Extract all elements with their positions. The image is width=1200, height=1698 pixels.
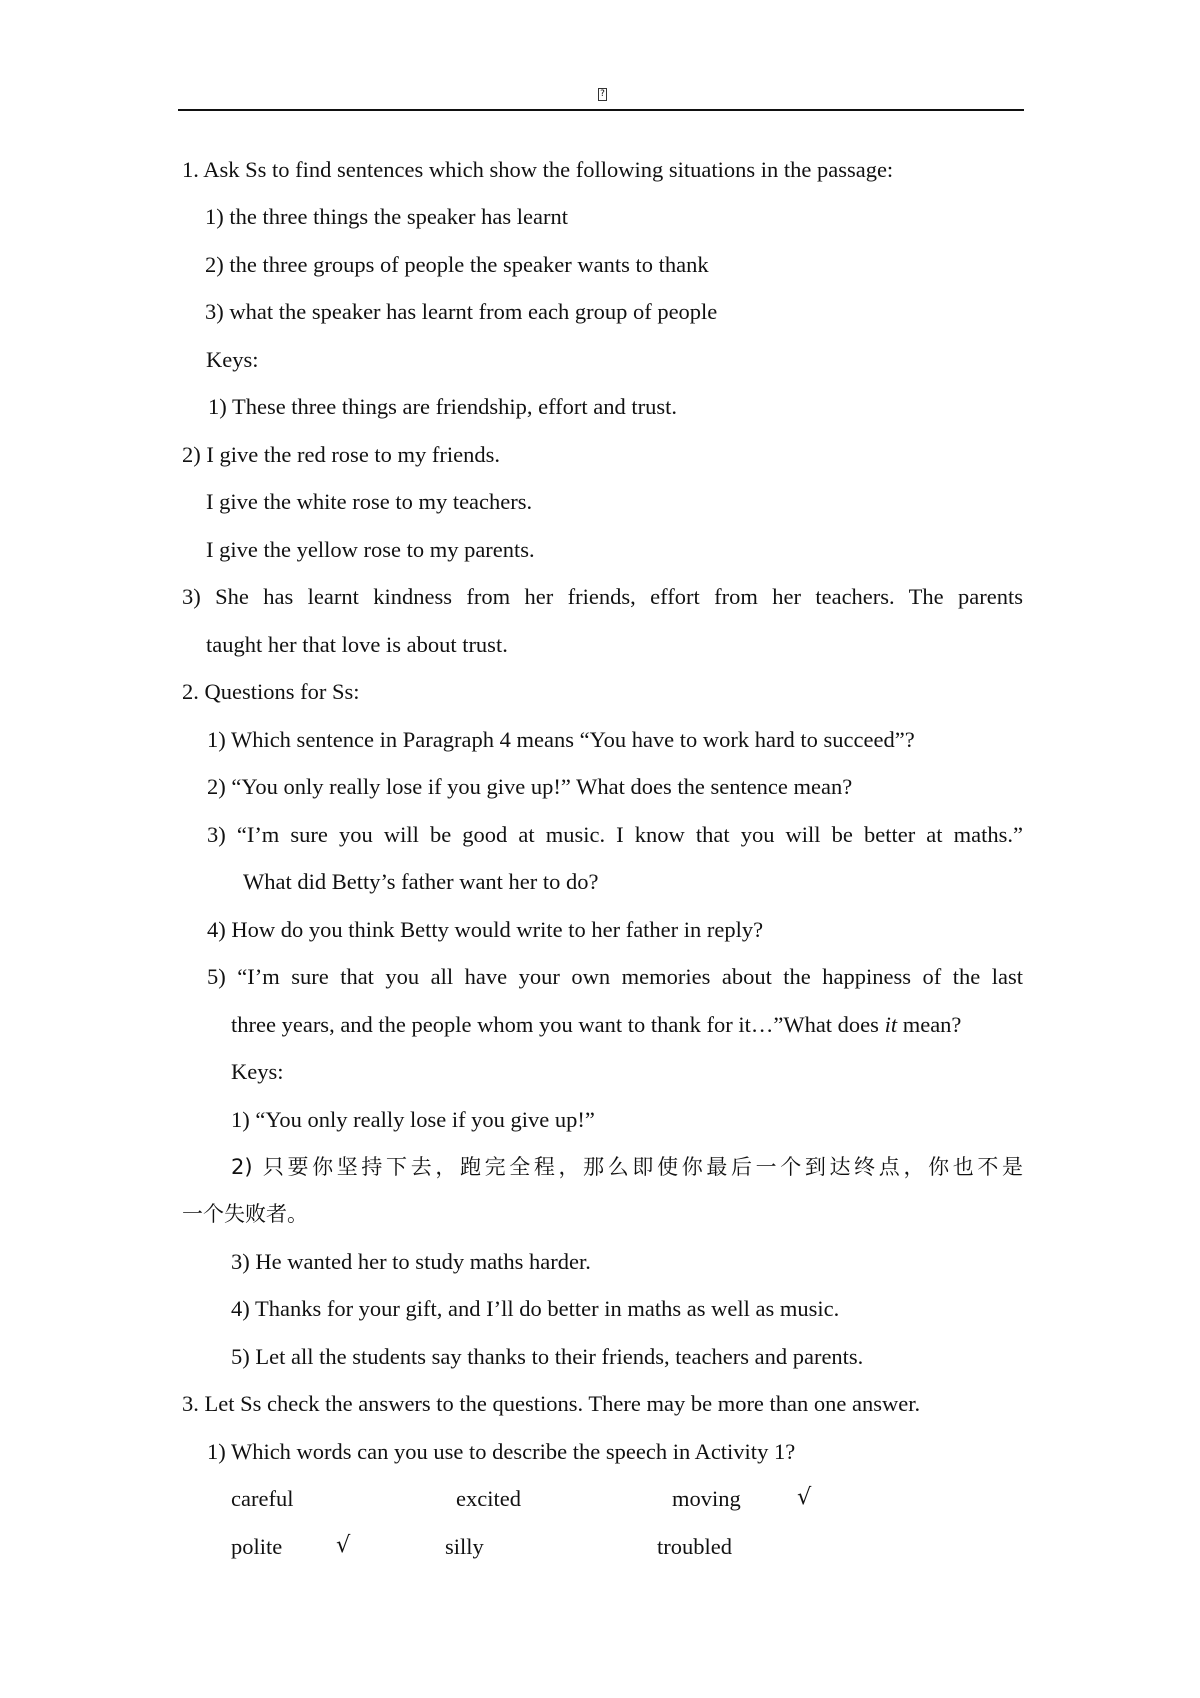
question-line: 2) “You only really lose if you give up!” What does the sentence mean?: [207, 774, 853, 799]
question-text: mean?: [902, 1012, 962, 1037]
key-line-chinese: 2) 只要你坚持下去，跑完全程，那么即使你最后一个到达终点，你也不是: [231, 1155, 1023, 1179]
key-line-chinese: 一个失败者。: [182, 1202, 308, 1226]
key-line: 2) I give the red rose to my friends.: [182, 442, 501, 467]
situation-item: 2) the three groups of people the speaker wants to thank: [205, 252, 709, 277]
question-line: 3) “I’m sure you will be good at music. I know that you will be better at maths.”: [207, 822, 1023, 847]
question-line: 4) How do you think Betty would write to her father in reply?: [207, 917, 764, 942]
header-mark: ?: [598, 88, 607, 101]
option-moving: moving: [672, 1486, 741, 1511]
question-line: 1) Which sentence in Paragraph 4 means “You have to work hard to succeed”?: [207, 727, 915, 752]
italic-word: it: [884, 1012, 898, 1037]
header-rule: [178, 109, 1024, 111]
key-line: 5) Let all the students say thanks to their friends, teachers and parents.: [231, 1344, 864, 1369]
check-mark-moving: √: [797, 1484, 812, 1510]
question-line: 5) “I’m sure that you all have your own memories about the happiness of the last: [207, 964, 1023, 989]
key-line: 3) He wanted her to study maths harder.: [231, 1249, 591, 1274]
key-line: I give the yellow rose to my parents.: [206, 537, 535, 562]
key-line: 1) These three things are friendship, effort and trust.: [208, 394, 678, 419]
option-troubled: troubled: [657, 1534, 732, 1559]
key-line: taught her that love is about trust.: [206, 632, 508, 657]
option-polite: polite: [231, 1534, 283, 1559]
situation-item: 3) what the speaker has learnt from each group of people: [205, 299, 718, 324]
section-2-intro: 2. Questions for Ss:: [182, 679, 360, 704]
check-mark-polite: √: [336, 1532, 351, 1558]
option-careful: careful: [231, 1486, 294, 1511]
situation-item: 1) the three things the speaker has learnt: [205, 204, 568, 229]
option-silly: silly: [445, 1534, 484, 1559]
section-1-intro: 1. Ask Ss to find sentences which show the following situations in the passage:: [182, 157, 894, 182]
question-line: What did Betty’s father want her to do?: [243, 869, 599, 894]
question-text: three years, and the people whom you want to thank for it…”What does: [231, 1012, 879, 1037]
section-3-intro: 3. Let Ss check the answers to the questions. There may be more than one answer.: [182, 1391, 921, 1416]
question-line: 1) Which words can you use to describe the speech in Activity 1?: [207, 1439, 796, 1464]
option-excited: excited: [456, 1486, 521, 1511]
keys-label: Keys:: [206, 347, 259, 372]
key-line: 3) She has learnt kindness from her friends, effort from her teachers. The parents: [182, 584, 1023, 609]
key-line: 4) Thanks for your gift, and I’ll do better in maths as well as music.: [231, 1296, 840, 1321]
keys-label: Keys:: [231, 1059, 284, 1084]
question-line: [231, 1011, 961, 1039]
key-line: I give the white rose to my teachers.: [206, 489, 533, 514]
key-line: 1) “You only really lose if you give up!”: [231, 1107, 595, 1132]
